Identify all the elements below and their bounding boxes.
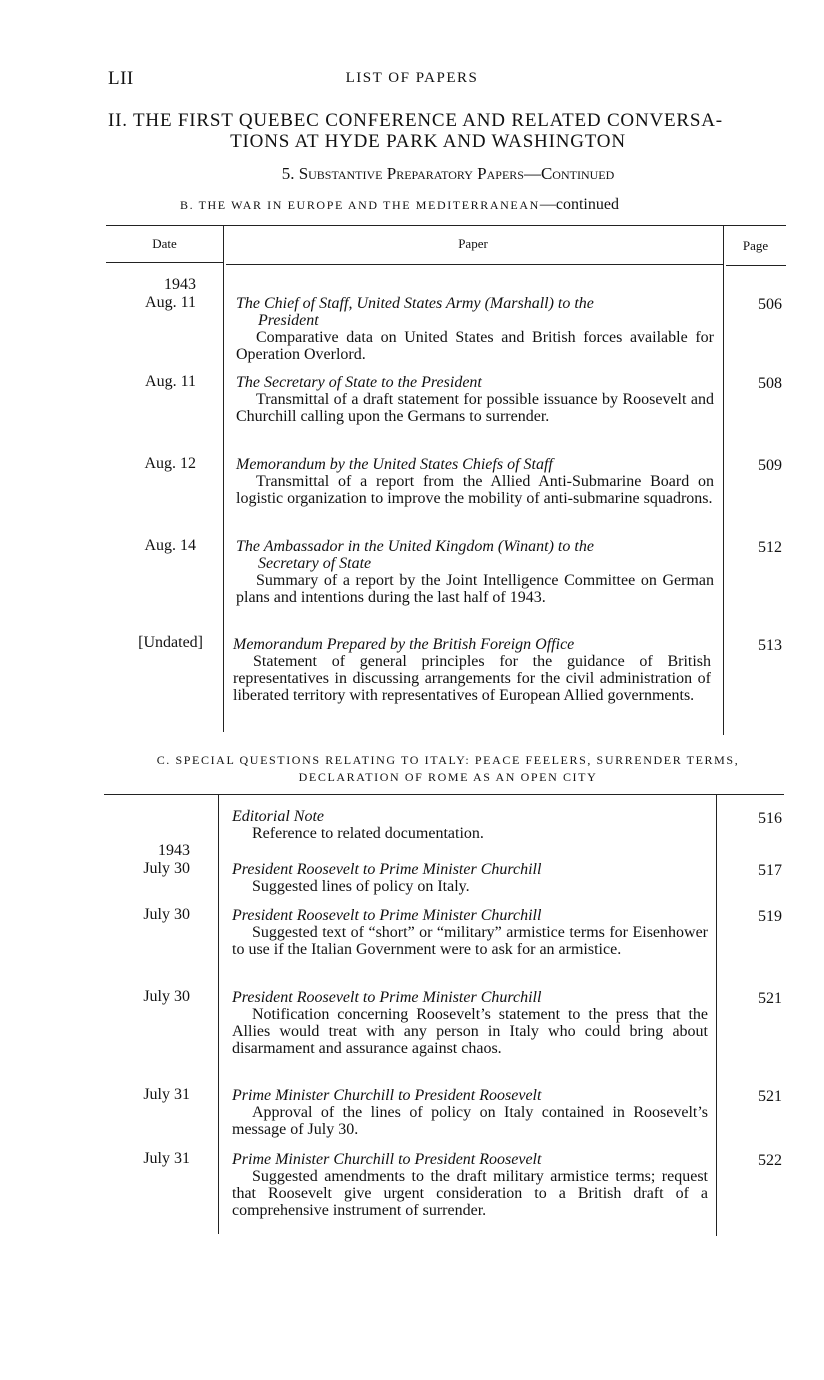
- table-row-page: 512: [758, 539, 782, 556]
- paper-description: Reference to related documentation.: [252, 825, 484, 842]
- page-folio: LII: [108, 68, 134, 89]
- section-b-heading: [180, 196, 720, 214]
- paper-title: Memorandum by the United States Chiefs of Staff: [236, 456, 553, 473]
- section-c-heading-line-1: C. SPECIAL QUESTIONS RELATING TO ITALY: PEACE FEELERS, SURRENDER TERMS,: [156, 753, 740, 767]
- table-row-date: Aug. 12: [144, 455, 196, 472]
- table-row-page: 521: [758, 990, 782, 1007]
- table-row-page: 513: [758, 637, 782, 654]
- table-row-date: Aug. 11: [145, 294, 196, 311]
- paper-title-cont: Secretary of State: [258, 555, 372, 572]
- table-row-paper: [233, 636, 711, 704]
- paper-title: President Roosevelt to Prime Minister Churchill: [232, 861, 542, 878]
- table-row-page: 522: [758, 1152, 782, 1169]
- column-header-page: Page: [742, 238, 769, 253]
- table-row-date: July 30: [143, 988, 190, 1005]
- chapter-heading: [108, 110, 788, 152]
- paper-description: Transmittal of a draft statement for possible issuance by Roosevelt and Churchill calling upon the Germans to surrender.: [236, 391, 714, 425]
- paper-description: Suggested lines of policy on Italy.: [252, 878, 470, 895]
- table-b-divider-left: [223, 225, 224, 732]
- table-row-date: July 31: [143, 1150, 190, 1167]
- table-row-date: Aug. 11: [145, 373, 196, 390]
- table-c-top-rule: [104, 794, 784, 795]
- table-row-date: [Undated]: [138, 634, 203, 651]
- table-b-top-rule: [106, 225, 786, 226]
- table-row-paper: [232, 1087, 708, 1138]
- table-row-page: 509: [758, 457, 782, 474]
- table-c-divider-right: [716, 794, 717, 1236]
- paper-title: The Secretary of State to the President: [236, 374, 482, 391]
- table-row-date: July 30: [143, 906, 190, 923]
- paper-title: Prime Minister Churchill to President Roosevelt: [232, 1087, 542, 1104]
- paper-title: Editorial Note: [232, 808, 324, 825]
- section-b-label: B. THE WAR IN EUROPE AND THE MEDITERRANEAN: [180, 198, 540, 212]
- paper-description: Comparative data on United States and British forces available for Operation Overlord.: [236, 329, 714, 363]
- table-row-paper: [236, 538, 714, 606]
- table-row-date: Aug. 14: [144, 537, 196, 554]
- table-row-page: 519: [758, 908, 782, 925]
- table-row-page: 516: [758, 810, 782, 827]
- table-b-divider-right: [723, 225, 724, 735]
- paper-title: Prime Minister Churchill to President Roosevelt: [232, 1151, 542, 1168]
- paper-description: Summary of a report by the Joint Intelligence Committee on German plans and intentions during the last half of 1943.: [236, 572, 714, 606]
- table-row-page: 506: [758, 296, 782, 313]
- table-b-header-rule-date: [106, 262, 223, 263]
- table-row-page: 521: [758, 1088, 782, 1105]
- page-header: [108, 68, 716, 92]
- paper-title-cont: President: [258, 312, 319, 329]
- paper-description: Notification concerning Roosevelt’s statement to the press that the Allies would treat with any person in Italy who could bring about disarmament and assurance against chaos.: [232, 1006, 708, 1057]
- table-row-paper: [232, 989, 708, 1057]
- paper-title: The Chief of Staff, United States Army (Marshall) to the: [236, 295, 594, 312]
- paper-description: Approval of the lines of policy on Italy contained in Roosevelt’s message of July 30.: [232, 1104, 708, 1138]
- table-row-page: 517: [758, 862, 782, 879]
- paper-description: Statement of general principles for the guidance of British representatives in discussing arrangements for the civil administration of liberated territory with representatives of European Allied governments.: [233, 653, 711, 704]
- section-b-suffix: —continued: [539, 196, 619, 213]
- table-row-paper: [232, 1151, 708, 1219]
- table-b-header-rule-paper: [226, 264, 723, 265]
- paper-description: Suggested text of “short” or “military” armistice terms for Eisenhower to use if the Italian Government were to ask for an armistice.: [232, 924, 708, 958]
- subsection-heading: 5. Substantive Preparatory Papers—Continued: [281, 164, 615, 183]
- table-row-date: July 31: [143, 1086, 190, 1103]
- chapter-heading-line-2: TIONS AT HYDE PARK AND WASHINGTON: [230, 131, 626, 152]
- paper-title: The Ambassador in the United Kingdom (Winant) to the: [236, 538, 594, 555]
- paper-title: President Roosevelt to Prime Minister Churchill: [232, 907, 542, 924]
- table-b-header-rule-page: [726, 265, 786, 266]
- paper-title: President Roosevelt to Prime Minister Churchill: [232, 989, 542, 1006]
- paper-description: Suggested amendments to the draft military armistice terms; request that Roosevelt give urgent consideration to a British draft of a comprehensive instrument of surrender.: [232, 1168, 708, 1219]
- table-row-paper: [232, 861, 708, 895]
- chapter-heading-line-1: II. THE FIRST QUEBEC CONFERENCE AND RELATED CONVERSA-: [108, 110, 723, 131]
- table-row-paper: [236, 374, 714, 425]
- table-row-paper: [236, 456, 714, 507]
- column-header-paper: Paper: [458, 236, 488, 251]
- table-row-page: 508: [758, 375, 782, 392]
- table-row-paper: [232, 907, 708, 958]
- section-c-heading-line-2: DECLARATION OF ROME AS AN OPEN CITY: [298, 770, 598, 784]
- paper-title: Memorandum Prepared by the British Foreign Office: [233, 636, 575, 653]
- year-label: 1943: [164, 276, 196, 293]
- table-row-paper: [236, 295, 714, 363]
- table-row-paper: [232, 808, 708, 842]
- table-row-date: July 30: [143, 860, 190, 877]
- paper-description: Transmittal of a report from the Allied Anti-Submarine Board on logistic organization to improve the mobility of anti-submarine squadrons.: [236, 473, 714, 507]
- year-label: 1943: [158, 842, 190, 859]
- table-c-divider-left: [218, 794, 219, 1234]
- column-header-date: Date: [152, 236, 177, 251]
- section-c-heading: [104, 752, 792, 786]
- running-title: LIST OF PAPERS: [345, 70, 479, 86]
